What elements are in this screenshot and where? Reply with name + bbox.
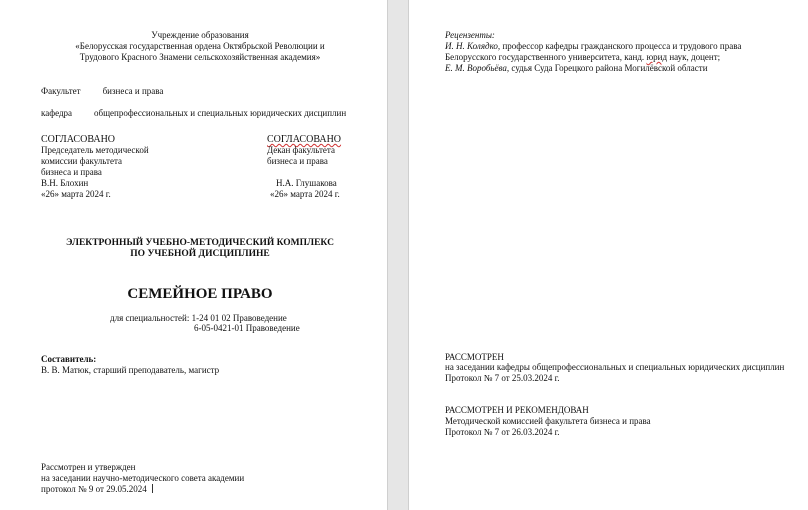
department-value: общепрофессиональных и специальных юридических дисциплин (94, 108, 347, 118)
complex-title-line-1: ЭЛЕКТРОННЫЙ УЧЕБНО-МЕТОДИЧЕСКИЙ КОМПЛЕКС (66, 238, 334, 248)
institution-line-2: «Белорусская государственная ордена Октябрьской Революции и (75, 41, 325, 51)
approval-right-name: Н.А. Глушакова (276, 178, 337, 188)
approval-left-line-2: комиссии факультета (41, 156, 123, 166)
approval-left-name: В.Н. Блохин (41, 178, 89, 188)
reviewed-line-2: на заседании научно-методического совета академии (41, 473, 245, 483)
reviewed-line-3 (41, 484, 153, 495)
document-page-left (0, 0, 388, 510)
institution-line-3: Трудового Красного Знамени сельскохозяйственная академия» (79, 52, 321, 62)
faculty-label: Факультет (41, 86, 81, 96)
recommended-heading: РАССМОТРЕН И РЕКОМЕНДОВАН (445, 405, 589, 415)
discipline-title: СЕМЕЙНОЕ ПРАВО (127, 286, 273, 302)
recommended-line-2: Протокол № 7 от 26.03.2024 г. (445, 427, 560, 437)
complex-title-line-2: ПО УЧЕБНОЙ ДИСЦИПЛИНЕ (130, 249, 270, 259)
faculty-value: бизнеса и права (102, 86, 164, 96)
reviewer-1-university: Белорусского государственного университета, канд. (445, 52, 645, 62)
document-page-right (408, 0, 808, 510)
approval-left-heading: СОГЛАСОВАНО (41, 134, 116, 145)
specialty-line-2: 6-05-0421-01 Правоведение (194, 323, 300, 333)
considered-heading: РАССМОТРЕН (445, 352, 504, 362)
approval-left-date: «26» марта 2024 г. (41, 189, 111, 199)
reviewer-1-line-2 (445, 52, 720, 63)
reviewed-line-1: Рассмотрен и утвержден (41, 462, 136, 472)
considered-line-1: на заседании кафедры общепрофессиональных и специальных юридических дисциплин (445, 362, 785, 372)
reviewers-label: Рецензенты: (445, 30, 495, 40)
reviewed-protocol: протокол № 9 от 29.05.2024 (41, 484, 147, 494)
reviewer-1-abbrev: юрид (646, 52, 668, 62)
recommended-line-1: Методической комиссией факультета бизнеса и права (445, 416, 651, 426)
approval-left-line-1: Председатель методической (41, 145, 149, 155)
author-label: Составитель: (41, 354, 97, 364)
reviewer-1-name: И. Н. Колядко, (445, 41, 501, 51)
considered-line-2: Протокол № 7 от 25.03.2024 г. (445, 373, 560, 383)
approval-left-line-3: бизнеса и права (41, 167, 102, 177)
reviewer-1-line-1 (445, 41, 741, 52)
specialty-line-1: для специальностей: 1-24 01 02 Правоведение (110, 313, 287, 323)
approval-right-line-1: Декан факультета (267, 145, 335, 155)
faculty-line (41, 86, 163, 97)
approval-right-date: «26» марта 2024 г. (270, 189, 340, 199)
department-line (41, 108, 346, 119)
reviewer-1-degree: наук, доцент; (667, 52, 721, 62)
approval-right-line-2: бизнеса и права (267, 156, 328, 166)
reviewer-1-text: профессор кафедры гражданского процесса и трудового права (500, 41, 742, 51)
institution-line-1: Учреждение образования (151, 30, 249, 40)
reviewer-2-text: судья Суда Горецкого района Могилёвской области (509, 63, 708, 73)
author-name: В. В. Матюк, старший преподаватель, магистр (41, 365, 220, 375)
text-cursor (152, 484, 153, 493)
department-label: кафедра (41, 108, 73, 118)
reviewer-2-line (445, 63, 708, 74)
approval-right-heading: СОГЛАСОВАНО (267, 134, 342, 145)
reviewer-2-name: Е. М. Воробьёва, (445, 63, 510, 73)
